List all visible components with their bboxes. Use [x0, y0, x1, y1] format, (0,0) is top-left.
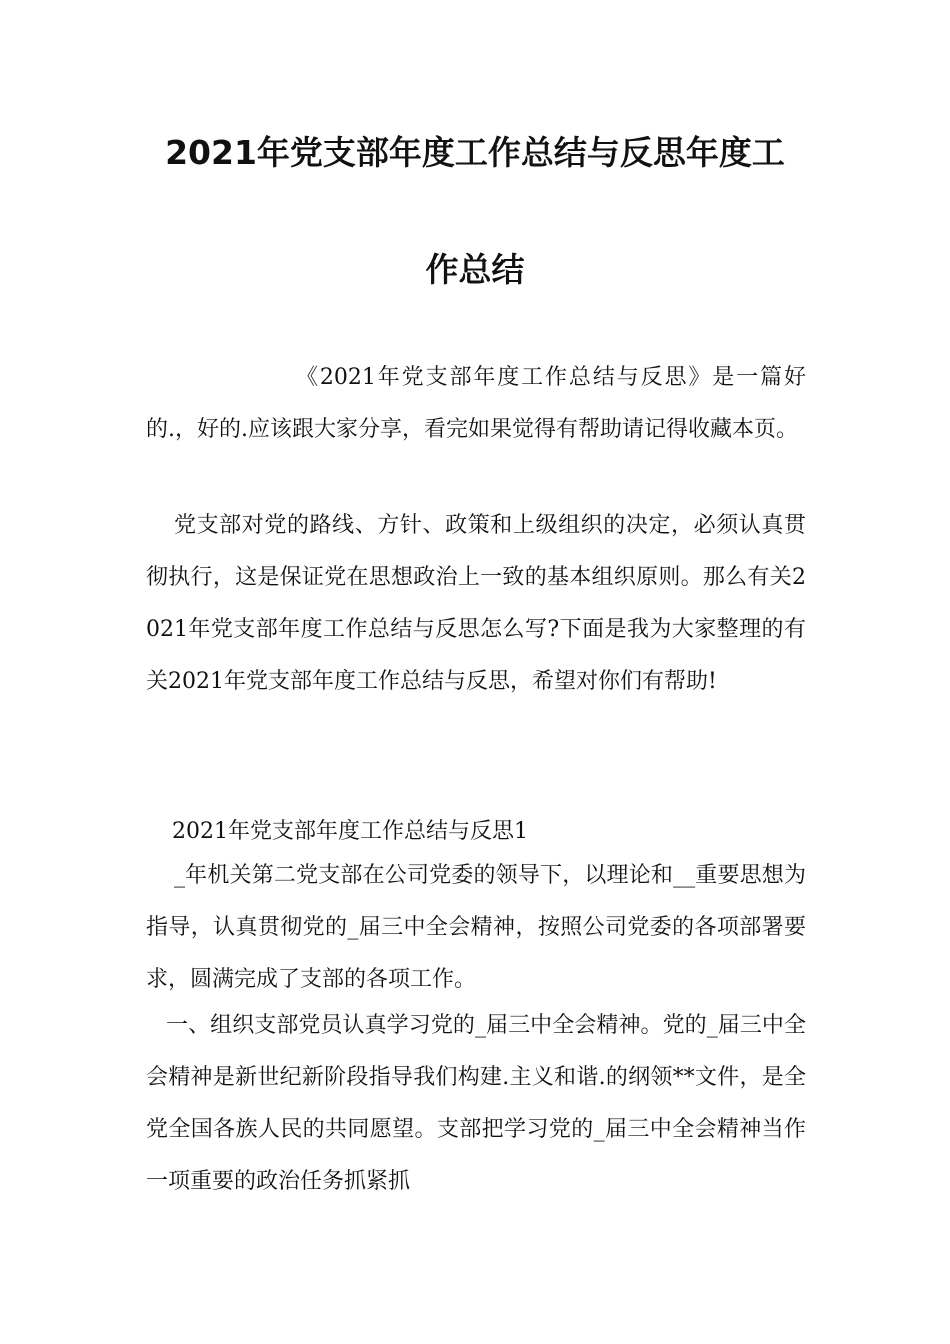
item-one-paragraph: 一、组织支部党员认真学习党的_届三中全会精神。党的_届三中全会精神是新世纪新阶段指导我们构建.主义和谐.的纲领**文件，是全党全国各族人民的共同愿望。支部把学习党的_届三中全会精神当作一项重要的政治任务抓紧抓	[146, 1013, 806, 1194]
document-title-line-1: 2021年党支部年度工作总结与反思年度工	[165, 133, 785, 172]
section-heading: 2021年党支部年度工作总结与反思1	[172, 819, 528, 844]
intro-paragraph: 《2021年党支部年度工作总结与反思》是一篇好的.，好的.应该跟大家分享，看完如果觉得有帮助请记得收藏本页。	[146, 365, 806, 442]
context-paragraph: 党支部对党的路线、方针、政策和上级组织的决定，必须认真贯彻执行，这是保证党在思想政治上一致的基本组织原则。那么有关2021年党支部年度工作总结与反思怎么写?下面是我为大家整理的有关2021年党支部年度工作总结与反思，希望对你们有帮助!	[146, 513, 806, 694]
document-title-line-2: 作总结	[425, 250, 525, 289]
section-body-paragraph: _年机关第二党支部在公司党委的领导下，以理论和__重要思想为指导，认真贯彻党的_届三中全会精神，按照公司党委的各项部署要求，圆满完成了支部的各项工作。	[146, 863, 806, 992]
